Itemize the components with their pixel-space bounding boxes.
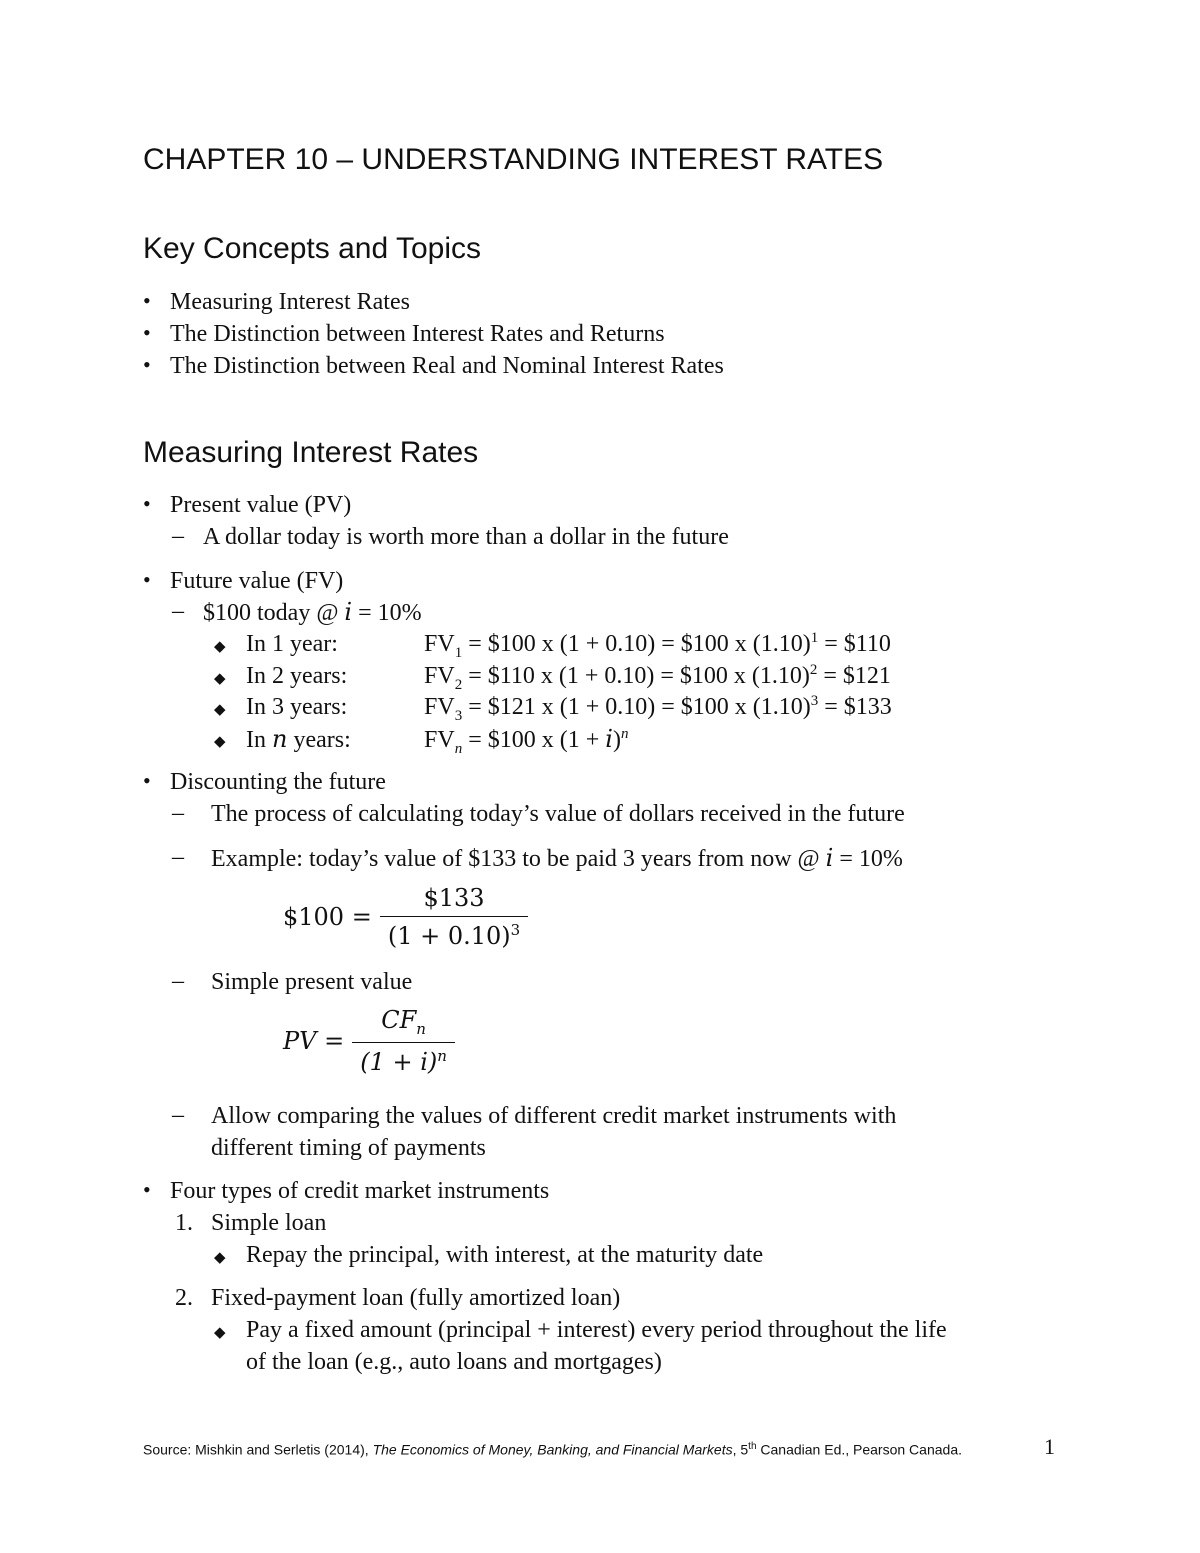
fv-label: Future value (FV): [170, 568, 344, 594]
diamond-bullet-icon: ◆: [214, 671, 226, 687]
bullet-icon: •: [143, 567, 151, 592]
discount-label: Discounting the future: [170, 769, 386, 795]
compare-line-1: Allow comparing the values of different credit market instruments with: [211, 1103, 897, 1129]
bullet-icon: •: [143, 352, 151, 377]
diamond-bullet-icon: ◆: [214, 702, 226, 718]
page-title: CHAPTER 10 – UNDERSTANDING INTEREST RATES: [143, 143, 884, 176]
simple-pv-label: Simple present value: [211, 969, 413, 995]
discount-sub: The process of calculating today’s value of dollars received in the future: [211, 801, 905, 827]
equation-numerator: $133: [423, 884, 485, 912]
equation-lhs: PV =: [283, 1026, 345, 1055]
equation-denominator: $(1 + 0.10)^3$: [380, 916, 528, 950]
key-concept-item: Measuring Interest Rates: [170, 289, 410, 315]
diamond-bullet-icon: ◆: [214, 639, 226, 655]
fv-row-formula: $FV_1$ = $100 x (1 + 0.10) = $100 x $(1.10)^1$ = $110: [424, 630, 891, 661]
list-number: 2.: [175, 1285, 193, 1311]
dash-icon: –: [172, 1102, 184, 1128]
fv-row-label: In 3 years:: [246, 694, 348, 720]
four-types-label: Four types of credit market instruments: [170, 1178, 550, 1204]
discount-example: Example: today’s value of $133 to be paid 3 years from now @ i = 10%: [211, 844, 903, 872]
fv-row-formula: $FV_3$ = $121 x (1 + 0.10) = $100 x $(1.10)^3$ = $133: [424, 693, 892, 724]
bullet-icon: •: [143, 320, 151, 345]
bullet-icon: •: [143, 288, 151, 313]
instrument-detail: Pay a fixed amount (principal + interest) every period throughout the life: [246, 1317, 947, 1343]
bullet-icon: •: [143, 1177, 151, 1202]
equation-denominator: $(1 + i)^n$: [352, 1042, 455, 1076]
bullet-icon: •: [143, 768, 151, 793]
source-footer: Source: Mishkin and Serletis (2014), The Economics of Money, Banking, and Financial Markets, 5th Canadian Ed., Pearson Canada.: [143, 1441, 962, 1458]
measuring-heading: Measuring Interest Rates: [143, 436, 479, 469]
fv-row-formula: $FV_2$ = $110 x (1 + 0.10) = $100 x $(1.10)^2$ = $121: [424, 662, 891, 693]
fv-sub: $100 today @ i = 10%: [203, 598, 422, 626]
pv-equation: [283, 1006, 455, 1076]
fv-row-label: In n years:: [246, 725, 351, 753]
key-concept-item: The Distinction between Real and Nominal Interest Rates: [170, 353, 724, 379]
key-concepts-heading: Key Concepts and Topics: [143, 232, 481, 265]
diamond-bullet-icon: ◆: [214, 1325, 226, 1341]
dash-icon: –: [172, 523, 184, 549]
diamond-bullet-icon: ◆: [214, 734, 226, 750]
fv-row-label: In 1 year:: [246, 631, 338, 657]
pv-sub: A dollar today is worth more than a dollar in the future: [203, 524, 729, 550]
instrument-detail: of the loan (e.g., auto loans and mortgages): [246, 1349, 662, 1375]
list-number: 1.: [175, 1210, 193, 1236]
dash-icon: –: [172, 844, 184, 870]
diamond-bullet-icon: ◆: [214, 1250, 226, 1266]
bullet-icon: •: [143, 491, 151, 516]
key-concept-item: The Distinction between Interest Rates and Returns: [170, 321, 665, 347]
compare-line-2: different timing of payments: [211, 1135, 486, 1161]
instrument-label: Fixed-payment loan (fully amortized loan): [211, 1285, 621, 1311]
page-number: 1: [1044, 1434, 1055, 1459]
equation-lhs: $100 =: [283, 903, 372, 931]
dash-icon: –: [172, 968, 184, 994]
equation-numerator: $CF_n$: [381, 1006, 426, 1038]
fv-row-formula: $FV_n$ = $100 x $(1 + i)^n$: [424, 725, 629, 757]
discount-equation: [283, 884, 528, 950]
dash-icon: –: [172, 598, 184, 624]
pv-label: Present value (PV): [170, 492, 352, 518]
instrument-detail: Repay the principal, with interest, at the maturity date: [246, 1242, 764, 1268]
instrument-label: Simple loan: [211, 1210, 327, 1236]
fv-row-label: In 2 years:: [246, 663, 348, 689]
dash-icon: –: [172, 800, 184, 826]
